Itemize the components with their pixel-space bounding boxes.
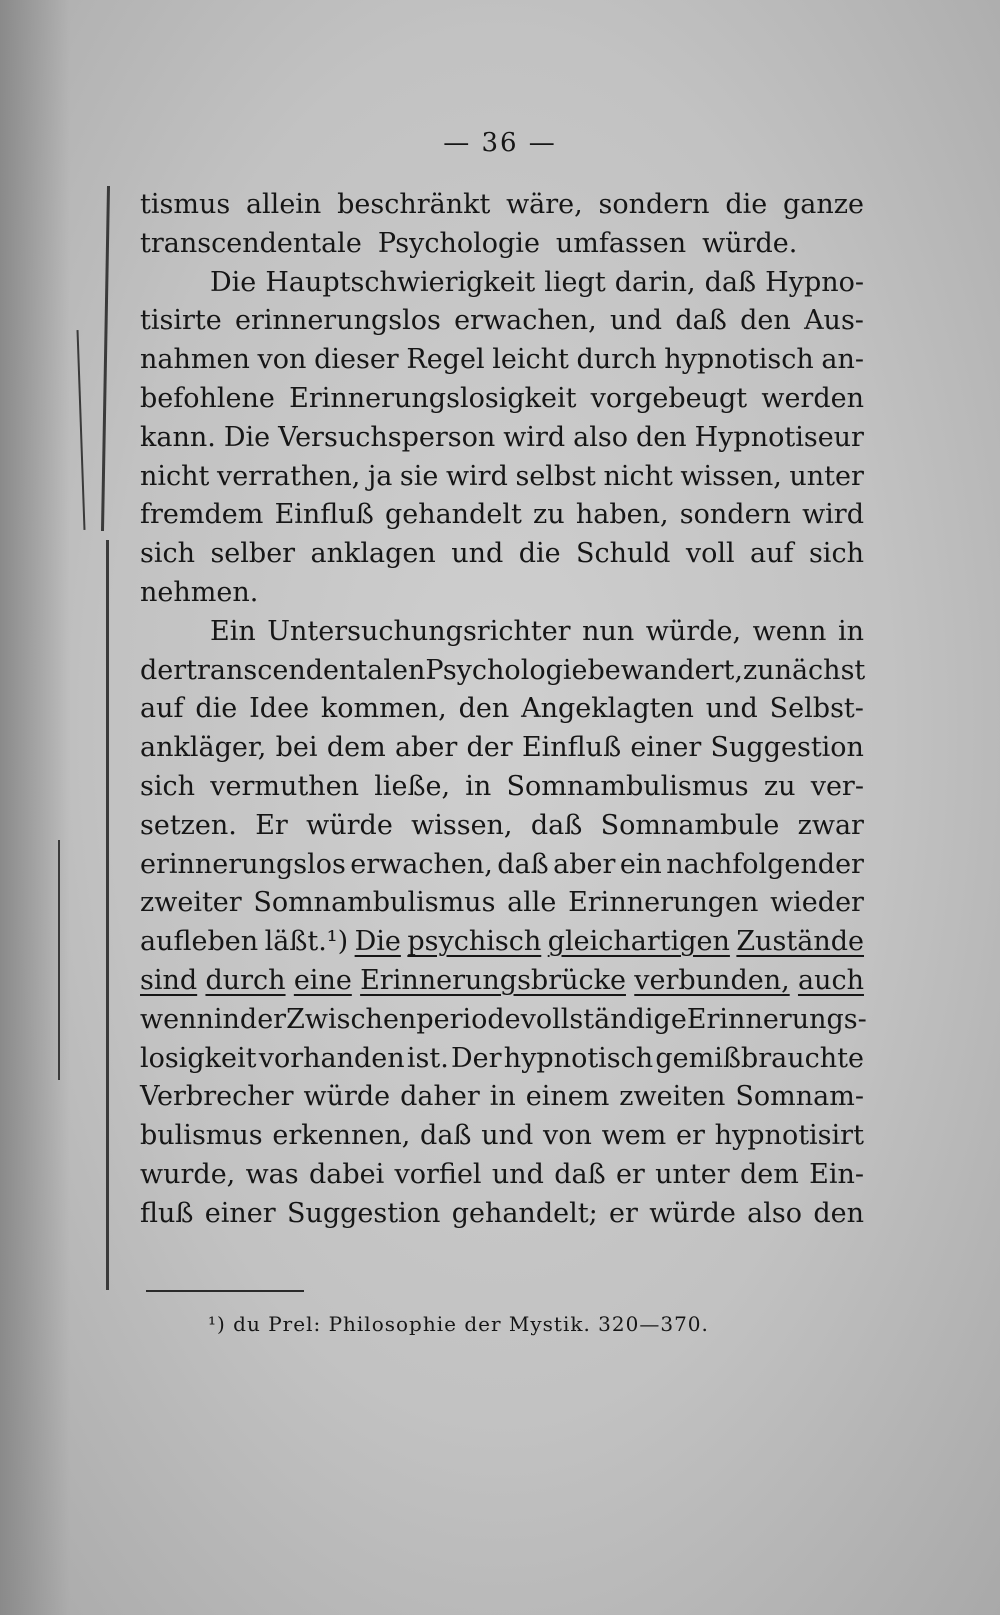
word: bewandert, <box>587 654 743 686</box>
word: verrathen, <box>216 460 361 492</box>
word: an- <box>821 344 864 376</box>
word: wird <box>802 499 864 531</box>
word: daß <box>554 1158 606 1190</box>
word: also <box>573 421 628 453</box>
text-line <box>140 1078 864 1117</box>
word: losigkeit <box>140 1042 257 1074</box>
text-line <box>140 574 864 613</box>
word: würde, <box>645 615 742 647</box>
word: Die <box>210 266 257 298</box>
word: zu <box>763 770 796 802</box>
word: zweiter <box>140 887 242 919</box>
word: die <box>518 538 561 570</box>
word: Versuchsperson <box>278 421 496 453</box>
word: gemißbrauchte <box>655 1042 864 1074</box>
word: auf <box>750 538 794 570</box>
word: Ein- <box>809 1158 864 1190</box>
word: Verbrecher <box>140 1081 294 1113</box>
word: Untersuchungsrichter <box>267 615 571 647</box>
word: Somnambulismus <box>253 887 496 919</box>
text-line <box>140 613 864 652</box>
word: wird <box>503 421 566 453</box>
margin-pencil-mark-middle <box>77 330 86 530</box>
word: in <box>837 615 864 647</box>
text-line <box>140 1040 864 1079</box>
word: hypnotisirt <box>714 1120 864 1152</box>
word: daß <box>704 266 757 298</box>
word: und <box>491 1158 544 1190</box>
text-line <box>140 341 864 380</box>
word: Idee <box>249 693 310 725</box>
word: selber <box>210 538 296 570</box>
word: daß <box>420 1120 472 1152</box>
word: Er <box>255 809 288 841</box>
word: befohlene <box>140 382 275 414</box>
word: Ein <box>210 615 256 647</box>
word: der <box>239 1003 287 1035</box>
word: Die <box>223 421 271 453</box>
text-line <box>140 1117 864 1156</box>
word: Erinnerungs- <box>686 1003 867 1035</box>
word: ja <box>367 460 393 492</box>
word: auf <box>140 693 184 725</box>
word: Erinnerungslosigkeit <box>289 382 577 414</box>
word: vorfiel <box>394 1158 482 1190</box>
word: den <box>740 305 791 337</box>
word: fremdem <box>140 499 264 531</box>
footnote-rule <box>146 1290 304 1292</box>
word: also <box>747 1197 803 1229</box>
word: die <box>725 189 768 220</box>
word: allein <box>245 189 322 220</box>
word: zunächst <box>742 654 866 686</box>
page-edge-shadow <box>0 0 70 1615</box>
word: sind <box>140 964 198 996</box>
word: dabei <box>308 1158 385 1190</box>
text-line <box>140 962 864 1001</box>
word: nachfolgender <box>666 848 864 880</box>
word: wissen, <box>411 809 513 841</box>
word: sich <box>140 770 196 802</box>
word: Hypno- <box>765 266 864 298</box>
text-line <box>140 380 864 419</box>
word: transcendentalen <box>186 654 426 686</box>
word: anklagen <box>310 538 436 570</box>
word: aber <box>553 848 616 880</box>
word: aber <box>394 732 458 764</box>
word: wieder <box>770 887 864 919</box>
word: fluß <box>140 1197 194 1229</box>
word: Suggestion <box>710 732 864 764</box>
word: der <box>466 732 513 764</box>
word: durch <box>576 344 657 376</box>
word: sondern <box>598 189 710 220</box>
word: Der <box>451 1042 502 1074</box>
word: tismus <box>140 189 231 220</box>
word: er <box>676 1120 705 1152</box>
word: darin, <box>614 266 696 298</box>
word: in <box>465 770 492 802</box>
word: sondern <box>679 499 791 531</box>
text-line <box>140 186 864 225</box>
word: und <box>705 693 758 725</box>
text-line <box>140 690 864 729</box>
word: vollständige <box>520 1003 687 1035</box>
word: dem <box>739 1158 799 1190</box>
text-line <box>140 225 864 264</box>
word: ganze <box>782 189 864 220</box>
word: zweiten <box>619 1081 726 1113</box>
text-line <box>140 264 864 303</box>
text-line <box>140 807 864 846</box>
word: durch <box>205 964 286 996</box>
word: einer <box>204 1197 276 1229</box>
word: wissen, <box>680 460 782 492</box>
word: würde <box>303 1081 391 1113</box>
word: den <box>458 693 510 725</box>
word: ver- <box>810 770 864 802</box>
word: ist. <box>406 1042 449 1074</box>
word: in <box>213 1003 240 1035</box>
word: nahmen <box>140 344 250 376</box>
word: werden <box>761 382 864 414</box>
word: würde <box>306 809 393 841</box>
word: wem <box>601 1120 667 1152</box>
word: wenn <box>752 615 827 647</box>
text-line <box>140 496 864 535</box>
word: Einfluß <box>274 499 374 531</box>
word: sich <box>140 538 196 570</box>
text-line <box>140 846 864 885</box>
word: vorgebeugt <box>590 382 748 414</box>
word: Suggestion <box>286 1197 441 1229</box>
word: haben, <box>575 499 669 531</box>
word: kann. <box>140 421 216 453</box>
text-line <box>140 302 864 341</box>
word: alle <box>507 887 557 919</box>
word: und <box>451 538 504 570</box>
word: umfassen <box>555 227 687 259</box>
word: unter <box>789 460 864 492</box>
word: sich <box>808 538 864 570</box>
word: tisirte <box>140 305 222 337</box>
word: Aus- <box>804 305 864 337</box>
word: unter <box>655 1158 730 1190</box>
word: Somnambulismus <box>506 770 749 802</box>
word: setzen. <box>140 809 237 841</box>
word: die <box>195 693 238 725</box>
text-line <box>140 884 864 923</box>
word: nicht <box>603 460 673 492</box>
word: ankläger, <box>140 732 267 764</box>
word: zwar <box>797 809 864 841</box>
word: daß <box>675 305 727 337</box>
word: Einfluß <box>521 732 622 764</box>
word: liegt <box>544 266 606 298</box>
word: Hypnotiseur <box>694 421 864 453</box>
word: Hauptschwierigkeit <box>265 266 536 298</box>
word: Selbst- <box>769 693 864 725</box>
word: wenn <box>140 1003 214 1035</box>
text-line <box>140 729 864 768</box>
word: eine <box>293 964 352 996</box>
word: würde <box>649 1197 736 1229</box>
word: läßt.¹) <box>264 926 349 958</box>
text-line <box>140 1195 864 1234</box>
word: einem <box>525 1081 610 1113</box>
word: wurde, <box>140 1158 236 1190</box>
word: würde. <box>702 227 798 259</box>
word: zu <box>533 499 565 531</box>
word: von <box>257 344 307 376</box>
text-line <box>140 419 864 458</box>
word: Schuld <box>576 538 671 570</box>
word: dieser <box>314 344 399 376</box>
word: was <box>245 1158 299 1190</box>
word: nicht <box>140 460 210 492</box>
word: verbunden, <box>634 964 790 996</box>
word: vermuthen <box>210 770 359 802</box>
word: er <box>615 1158 645 1190</box>
word: in <box>489 1081 516 1113</box>
word: gehandelt <box>384 499 522 531</box>
word: ein <box>619 848 662 880</box>
word: und <box>481 1120 534 1152</box>
word: und <box>610 305 663 337</box>
text-line <box>140 535 864 574</box>
word: voll <box>685 538 735 570</box>
text-line <box>140 1001 867 1040</box>
word: hypnotisch <box>664 344 814 376</box>
word: selbst <box>515 460 596 492</box>
word: leicht <box>492 344 569 376</box>
word: Psychologie <box>425 654 588 686</box>
word: psychisch <box>407 926 542 958</box>
word: Somnambule <box>600 809 780 841</box>
word: er <box>608 1197 638 1229</box>
word: daß <box>497 848 549 880</box>
margin-pencil-mark-upper <box>101 186 110 531</box>
word: Angeklagten <box>521 693 694 725</box>
word: erwachen, <box>350 848 493 880</box>
word: auch <box>797 964 864 996</box>
text-line <box>140 923 864 962</box>
word: bulismus <box>140 1120 263 1152</box>
footnote: ¹) du Prel: Philosophie der Mystik. 320—370. <box>208 1312 709 1336</box>
word: den <box>813 1197 864 1229</box>
word: vorhanden <box>258 1042 405 1074</box>
word: erinnerungslos <box>140 848 346 880</box>
text-line <box>140 458 864 497</box>
word: Psychologie <box>377 227 540 259</box>
page-number: — 36 — <box>443 128 557 158</box>
word: gleichartigen <box>547 926 730 958</box>
word: daher <box>400 1081 480 1113</box>
word: Zwischenperiode <box>286 1003 521 1035</box>
word: dem <box>326 732 386 764</box>
word: erwachen, <box>454 305 597 337</box>
word: bei <box>275 732 318 764</box>
word: transcendentale <box>140 227 362 259</box>
word: gehandelt; <box>451 1197 598 1229</box>
word: beschränkt <box>337 189 491 220</box>
body-text <box>140 186 867 1234</box>
text-line <box>140 768 864 807</box>
word: der <box>140 654 187 686</box>
word: wird <box>445 460 508 492</box>
word: kommen, <box>320 693 447 725</box>
word: Erinnerungen <box>568 887 759 919</box>
word: nehmen. <box>140 576 259 608</box>
word: Die <box>354 926 401 958</box>
word: Regel <box>406 344 485 376</box>
word: Erinnerungsbrücke <box>360 964 626 996</box>
word: erinnerungslos <box>235 305 441 337</box>
word: erkennen, <box>272 1120 411 1152</box>
word: sie <box>399 460 439 492</box>
word: daß <box>530 809 583 841</box>
word: wäre, <box>506 189 583 220</box>
word: den <box>635 421 687 453</box>
margin-pencil-mark-lower <box>106 540 109 1290</box>
word: von <box>542 1120 592 1152</box>
word: ließe, <box>374 770 451 802</box>
text-line <box>140 1156 864 1195</box>
word: Somnam- <box>735 1081 864 1113</box>
word: hypnotisch <box>503 1042 654 1074</box>
text-line <box>140 652 864 691</box>
word: nun <box>582 615 635 647</box>
word: Zustände <box>736 926 864 958</box>
word: einer <box>630 732 702 764</box>
margin-pencil-mark-bottom <box>58 840 60 1080</box>
word: aufleben <box>140 926 259 958</box>
